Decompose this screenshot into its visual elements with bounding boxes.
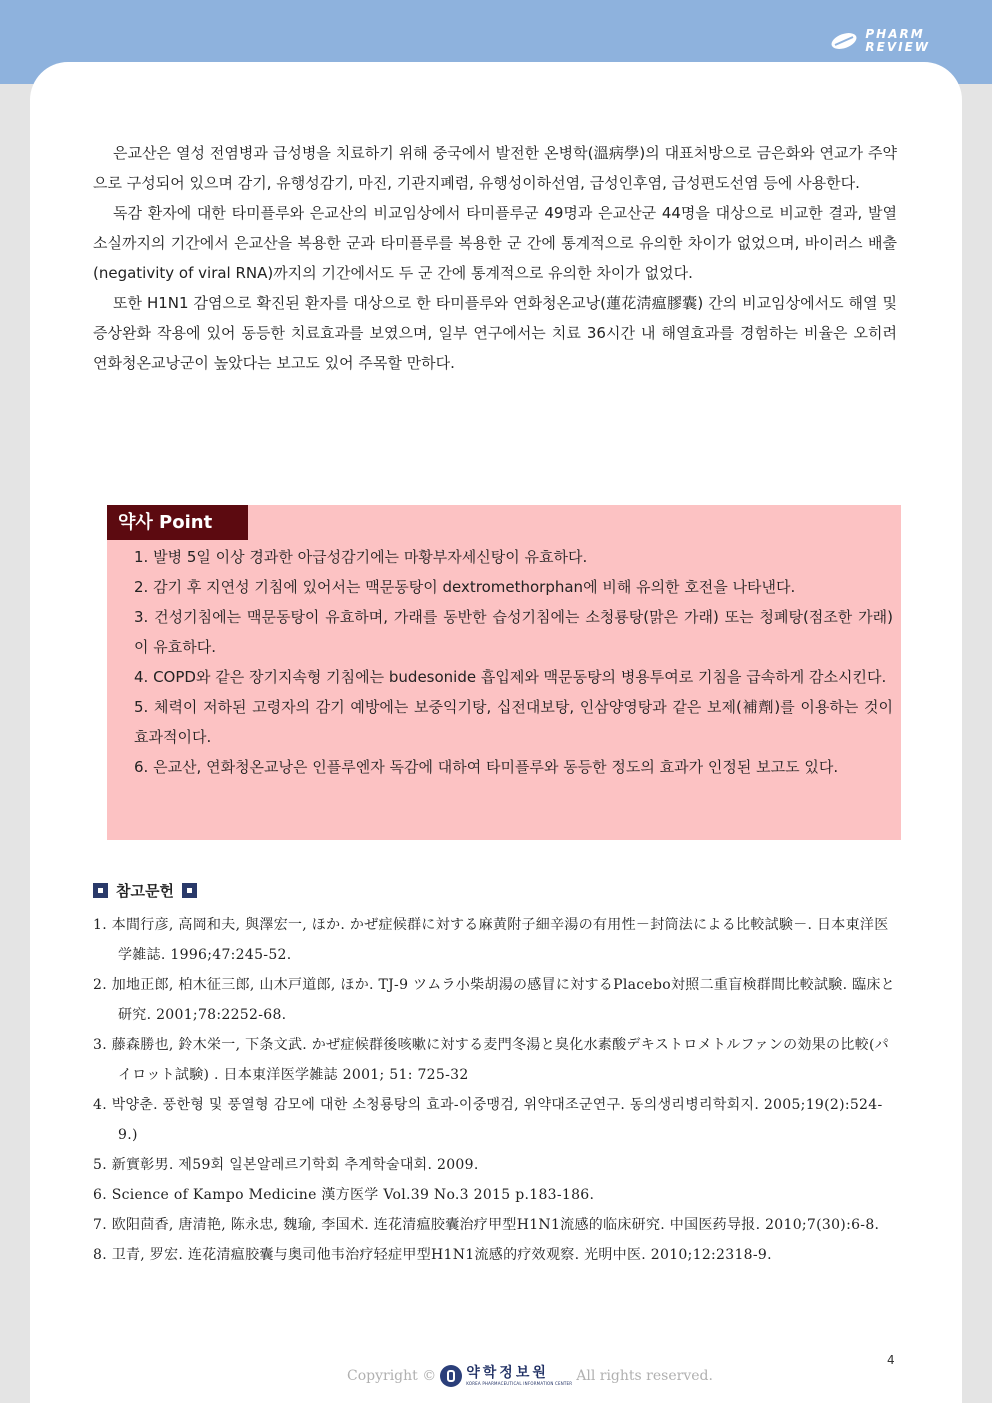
pharmacist-point-box (107, 505, 901, 840)
org-name: 약학정보원 (466, 1365, 549, 1381)
point-item: 6. 은교산, 연화청온교낭은 인플루엔자 독감에 대하여 타미플루와 동등한 정도의 효과가 인정된 보고도 있다. (134, 758, 839, 776)
square-bullet-icon (182, 883, 197, 898)
reference-item: 8. 卫青, 罗宏. 连花清瘟胶囊与奥司他韦治疗轻症甲型H1N1流感的疗效观察. 光明中医. 2010;12:2318-9. (93, 1247, 772, 1263)
paragraph: 독감 환자에 대한 타미플루와 은교산의 비교임상에서 타미플루군 49명과 은교산군 44명을 대상으로 비교한 결과, 발열 소실까지의 기간에서 은교산을 복용한 군과 타미플루를 복용한 군 간에 통계적으로 유의한 차이가 없었으며, 바이러스 배출(negativity of viral RNA)까지의 기간에서도 두 군 간에 통계적으로 유의한 차이가 없었다. (93, 204, 897, 282)
reference-item: 7. 欧阳茴香, 唐清艳, 陈永忠, 魏瑜, 李国术. 连花清瘟胶囊治疗甲型H1N1流感的临床研究. 中国医药导报. 2010;7(30):6-8. (93, 1217, 880, 1233)
square-bullet-icon (93, 883, 108, 898)
brand-text (865, 28, 930, 54)
references-header (93, 880, 197, 901)
point-item: 4. COPD와 같은 장기지속형 기침에는 budesonide 흡입제와 맥문동탕의 병용투여로 기침을 급속하게 감소시킨다. (134, 668, 887, 686)
kpic-logo (466, 1366, 572, 1386)
reference-item: 6. Science of Kampo Medicine 漢方医学 Vol.39 No.3 2015 p.183-186. (93, 1187, 595, 1203)
body-text (93, 138, 897, 378)
point-title: 약사 Point (107, 505, 248, 540)
reference-item: 5. 新實彰男. 제59회 일본알레르기학회 추계학술대회. 2009. (93, 1157, 479, 1173)
references-title: 참고문헌 (116, 882, 174, 900)
paragraph: 은교산은 열성 전염병과 급성병을 치료하기 위해 중국에서 발전한 온병학(溫病學)의 대표처방으로 금은화와 연교가 주약으로 구성되어 있으며 감기, 유행성감기, 마진, 기관지폐렴, 유행성이하선염, 급성인후염, 급성편도선염 등에 사용한다. (93, 144, 897, 192)
footer-copyright (347, 1363, 713, 1389)
reference-item: 1. 本間行彦, 高岡和夫, 與澤宏一, ほか. かぜ症候群に対する麻黄附子細辛湯の有用性－封筒法による比較試験－. 日本東洋医学雑誌. 1996;47:245-52. (93, 917, 889, 963)
rights-text: All rights reserved. (576, 1368, 713, 1384)
references-list (93, 910, 899, 1270)
kpic-logo-icon (440, 1365, 462, 1387)
paragraph: 또한 H1N1 감염으로 확진된 환자를 대상으로 한 타미플루와 연화청온교낭(蓮花淸瘟膠囊) 간의 비교임상에서도 해열 및 증상완화 작용에 있어 동등한 치료효과를 보였으며, 일부 연구에서는 치료 36시간 내 해열효과를 경험하는 비율은 오히려 연화청온교낭군이 높았다는 보고도 있어 주목할 만하다. (93, 294, 897, 372)
point-item: 3. 건성기침에는 맥문동탕이 유효하며, 가래를 동반한 습성기침에는 소청룡탕(맑은 가래) 또는 청폐탕(점조한 가래)이 유효하다. (134, 608, 893, 656)
reference-item: 3. 藤森勝也, 鈴木栄一, 下条文武. かぜ症候群後咳嗽に対する麦門冬湯と臭化水素酸デキストロメトルファンの効果の比較(パイロット試験) . 日本東洋医学雑誌 2001; 51: 725-32 (93, 1037, 890, 1083)
reference-item: 2. 加地正郎, 柏木征三郎, 山木戸道郎, ほか. TJ-9 ツムラ小柴胡湯の感冒に対するPlacebo対照二重盲検群間比較試験. 臨床と研究. 2001;78:2252-68. (93, 977, 895, 1023)
pill-icon (829, 31, 859, 51)
org-subtitle: KOREA PHARMACEUTICAL INFORMATION CENTER (466, 1381, 573, 1386)
point-item: 1. 발병 5일 이상 경과한 아급성감기에는 마황부자세신탕이 유효하다. (134, 548, 588, 566)
point-item: 2. 감기 후 지연성 기침에 있어서는 맥문동탕이 dextromethorphan에 비해 유의한 호전을 나타낸다. (134, 578, 796, 596)
point-list (134, 542, 893, 782)
brand-line2: REVIEW (865, 40, 930, 54)
point-item: 5. 체력이 저하된 고령자의 감기 예방에는 보중익기탕, 십전대보탕, 인삼양영탕과 같은 보제(補劑)를 이용하는 것이 효과적이다. (134, 698, 893, 746)
copyright-prefix: Copyright © (347, 1368, 437, 1384)
brand-line1: PHARM (865, 27, 925, 41)
pharm-review-logo (829, 28, 930, 54)
reference-item: 4. 박양춘. 풍한형 및 풍열형 감모에 대한 소청룡탕의 효과-이중맹검, 위약대조군연구. 동의생리병리학회지. 2005;19(2):524-9.) (93, 1097, 883, 1143)
page-number: 4 (887, 1353, 895, 1367)
